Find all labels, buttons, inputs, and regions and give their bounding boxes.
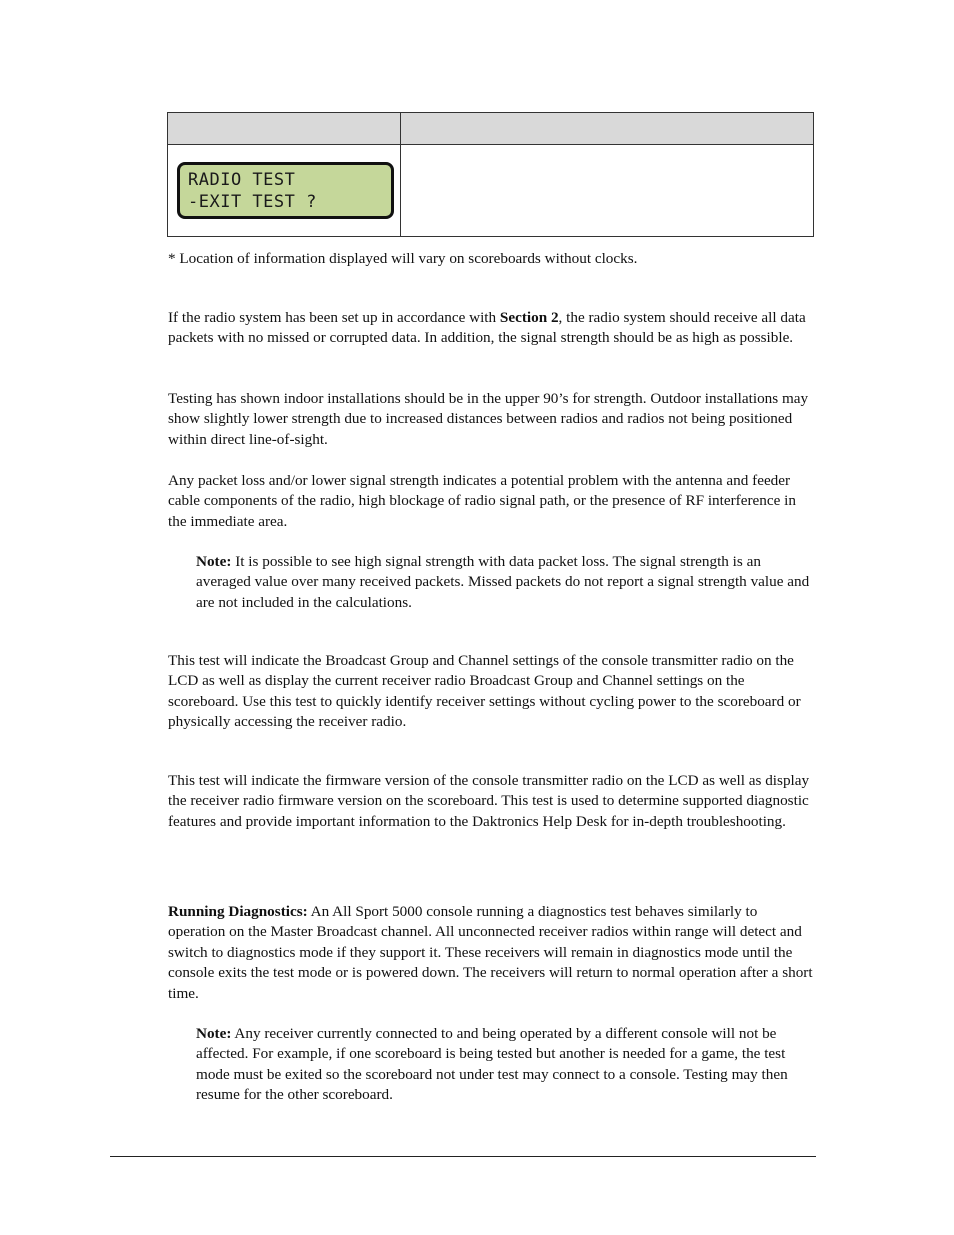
running-diagnostics-label: Running Diagnostics: [168, 903, 308, 920]
section-reference: Section 2 [499, 309, 559, 326]
note-label: Note: [196, 1025, 232, 1042]
table-header-row [168, 113, 814, 145]
description-cell [401, 145, 814, 237]
lcd-screen [177, 162, 394, 219]
note-label: Note: [196, 553, 232, 570]
paragraph-signal-intro: If the radio system has been set up in accordance with Section 2, the radio system should receive all data packets with no missed or corrupted data. In addition, the signal strength should be as high as possible. [168, 309, 806, 347]
table-header-display [168, 113, 401, 145]
lcd-display-table [167, 112, 814, 237]
lcd-cell [168, 145, 401, 237]
paragraph-broadcast-group-test: This test will indicate the Broadcast Group and Channel settings of the console transmitter radio on the LCD as well as display the current receiver radio Broadcast Group and Channel settings on the scoreboard. Use this test to quickly identify receiver settings without cycling power to the scoreboard or physically accessing the receiver radio. [168, 652, 801, 731]
table-header-description [401, 113, 814, 145]
paragraph-packet-loss: Any packet loss and/or lower signal strength indicates a potential problem with the antenna and feeder cable components of the radio, high blockage of radio signal path, or the presence of RF interference in the immediate area. [168, 472, 796, 530]
lcd-line-2: -EXIT TEST ? [188, 192, 317, 212]
paragraph-indoor-testing: Testing has shown indoor installations should be in the upper 90’s for strength. Outdoor installations may show slightly lower strength due to increased distances between radios and radios not being positioned within direct line-of-sight. [168, 390, 809, 448]
footer-rule [110, 1156, 816, 1157]
paragraph-firmware-test: This test will indicate the firmware version of the console transmitter radio on the LCD as well as display the receiver radio firmware version on the scoreboard. This test is used to determine supported diagnostic features and provide important information to the Daktronics Help Desk for in-depth troubleshooting. [168, 772, 810, 830]
table-row [168, 145, 814, 237]
lcd-line-1: RADIO TEST [188, 170, 296, 190]
table-footnote: * Location of information displayed will vary on scoreboards without clocks. [168, 250, 638, 267]
note-signal-strength: Note: It is possible to see high signal strength with data packet loss. The signal strength is an averaged value over many received packets. Missed packets do not report a signal strength value and are not included in the calculations. [196, 553, 810, 611]
note-other-console: Note: Any receiver currently connected to and being operated by a different console will not be affected. For example, if one scoreboard is being tested but another is needed for a game, the test mode must be exited so the scoreboard not under test may connect to a console. Testing may then resume for the other scoreboard. [196, 1025, 788, 1104]
paragraph-running-diagnostics: Running Diagnostics: An All Sport 5000 console running a diagnostics test behaves similarly to operation on the Master Broadcast channel. All unconnected receiver radios within range will detect and switch to diagnostics mode if they support it. These receivers will remain in diagnostics mode until the console exits the test mode or is powered down. The receivers will return to normal operation after a short time. [168, 903, 813, 1002]
